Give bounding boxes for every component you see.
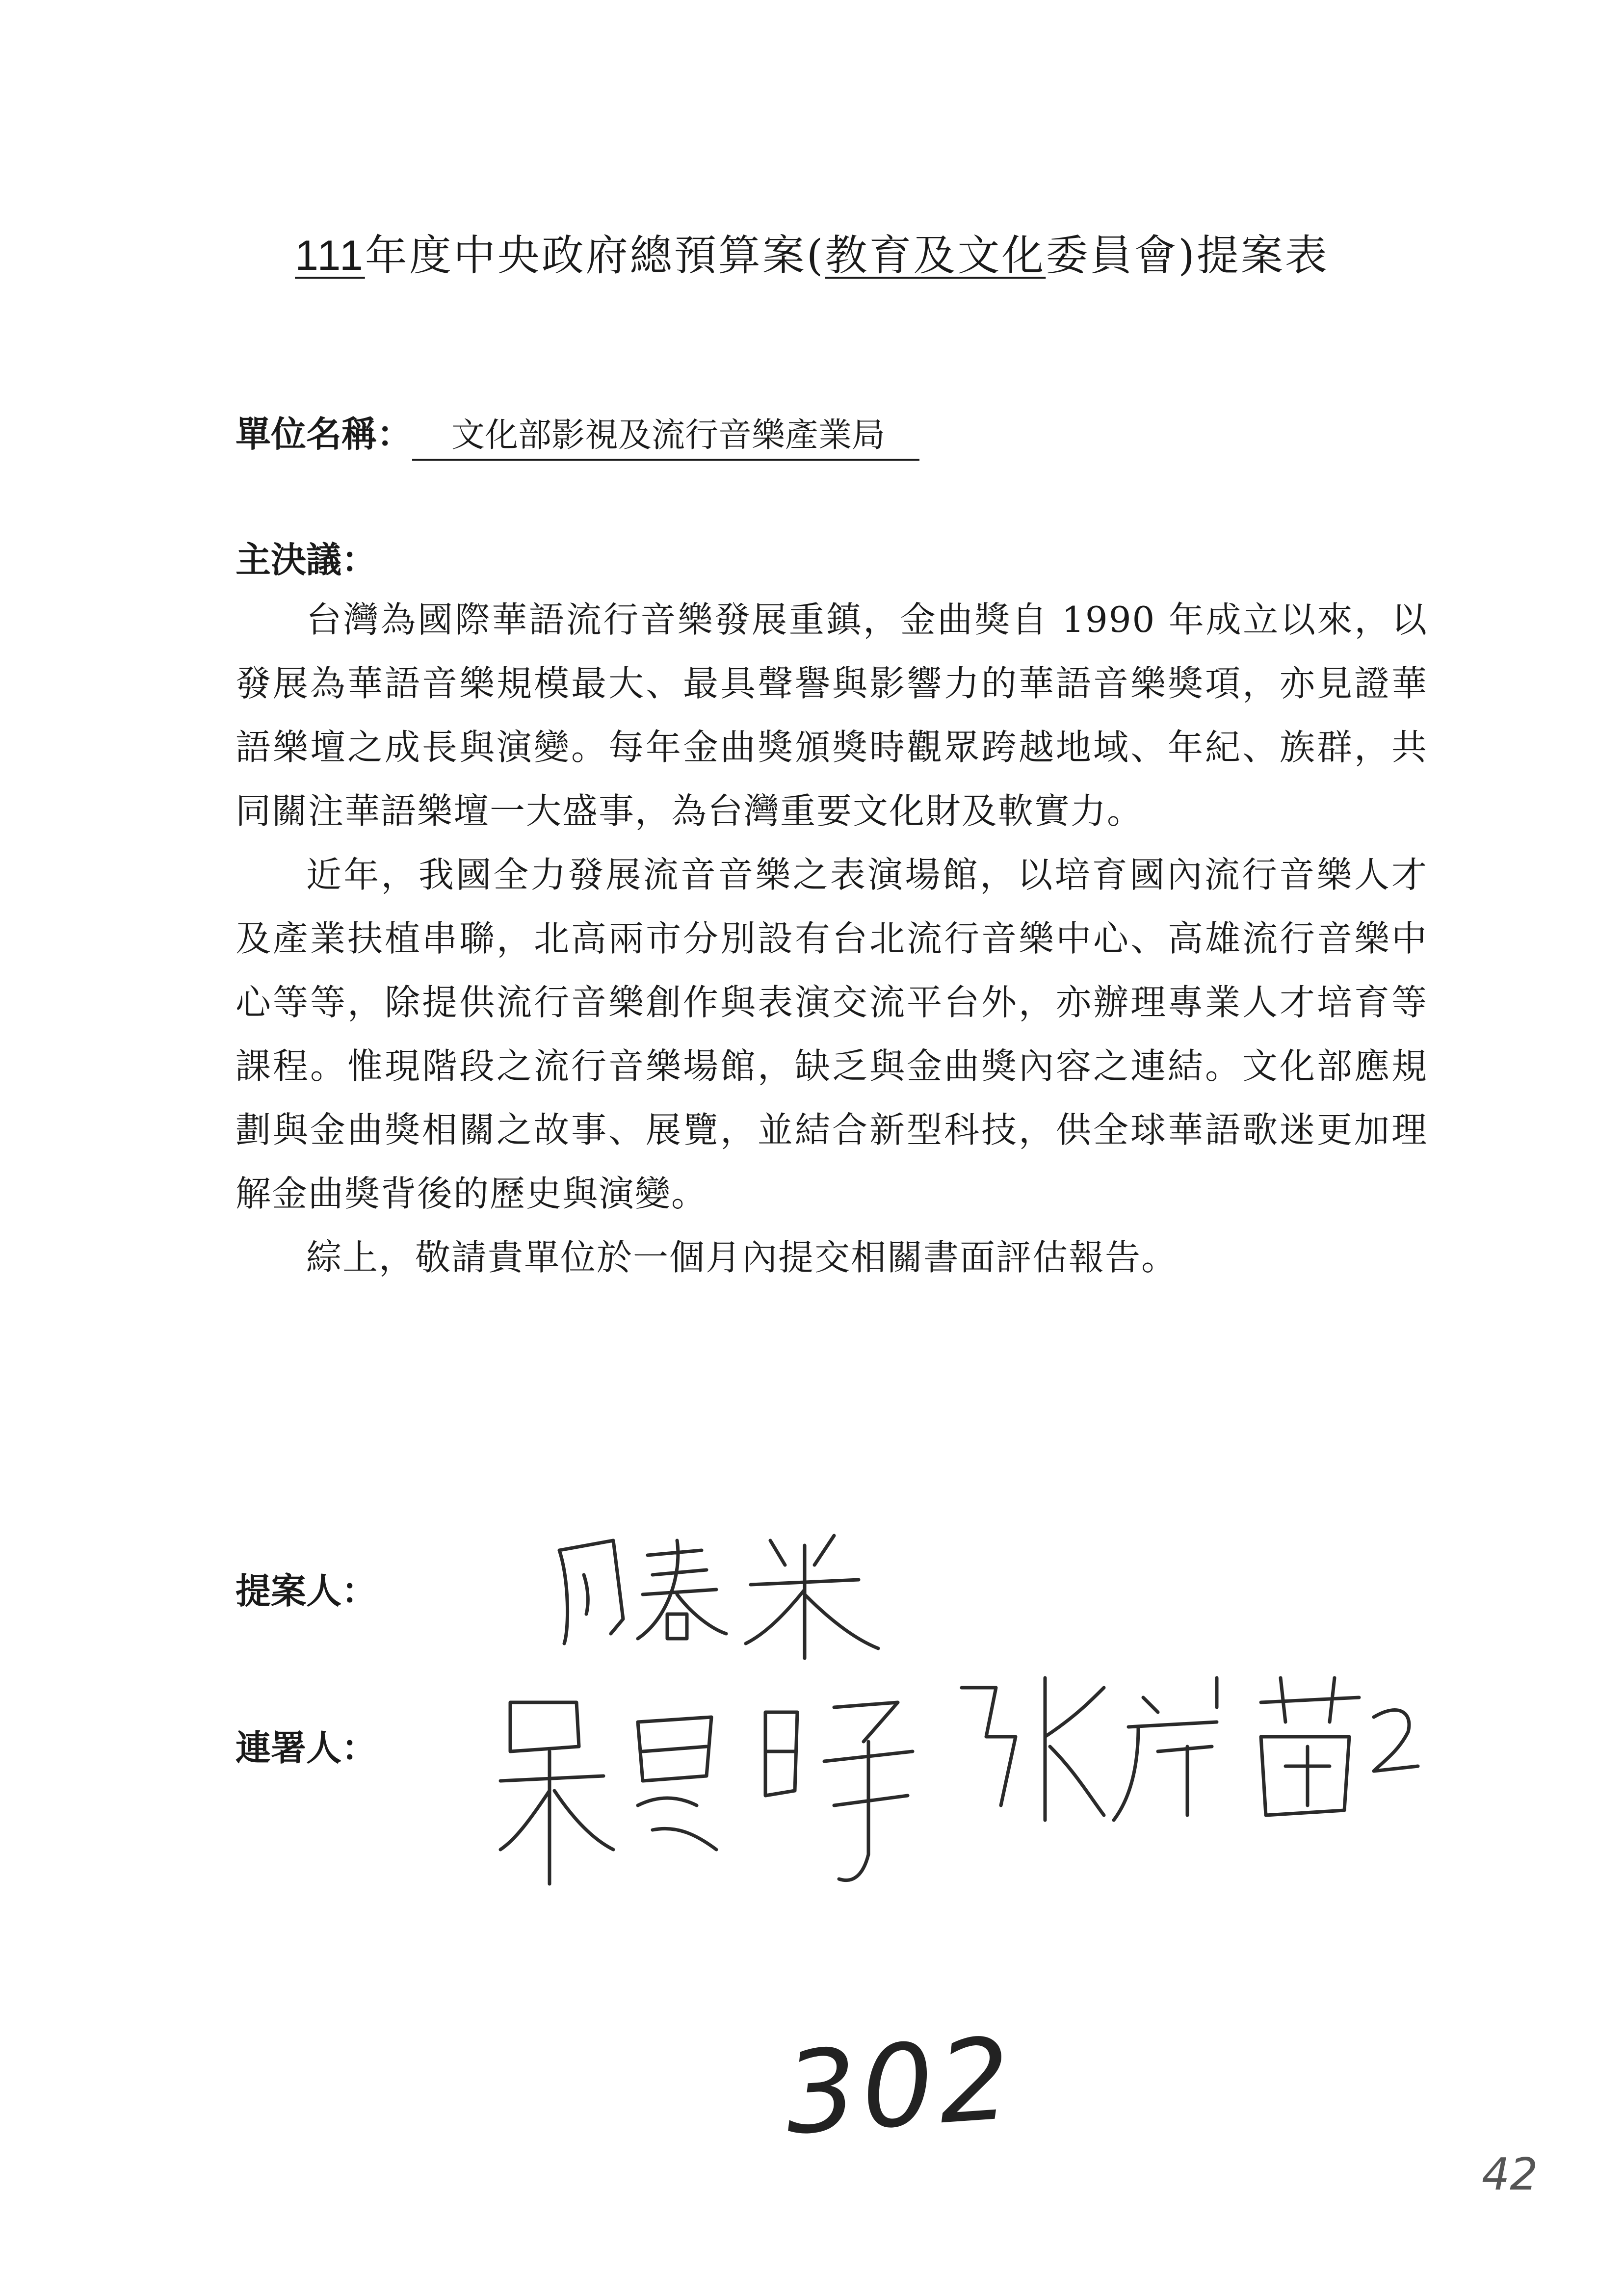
resolution-label: 主決議： xyxy=(236,539,377,580)
unit-row xyxy=(236,413,919,461)
page-number: 42 xyxy=(1482,2149,1538,2200)
proposer-signature xyxy=(540,1521,932,1668)
cosigner-label: 連署人： xyxy=(236,1727,377,1769)
resolution-paragraph: 綜上，敬請貴單位於一個月內提交相關書面評估報告。 xyxy=(306,1237,1178,1278)
cosigner-signature-1 xyxy=(491,1678,932,1894)
title-part2: 委員會)提案表 xyxy=(1046,231,1329,280)
resolution-paragraph: 近年，我國全力發展流音音樂之表演場館，以培育國內流行音樂人才及產業扶植串聯，北高兩市分別設有台北流行音樂中心、高雄流行音樂中心等等，除提供流行音樂創作與表演交流平台外，亦辦理專業人才培育等課程。惟現階段之流行音樂場館，缺乏與金曲獎內容之連結。文化部應規劃與金曲獎相關之故事、展覽，並結合新型科技，供全球華語歌迷更加理解金曲獎背後的歷史與演變。 xyxy=(236,854,1428,1214)
title-committee: 教育及文化 xyxy=(825,231,1046,280)
proposer-label: 提案人： xyxy=(236,1570,377,1612)
cosigner-signature-2 xyxy=(942,1658,1433,1835)
page-title xyxy=(0,231,1624,281)
title-year: 111 xyxy=(295,232,365,279)
handwritten-number: 302 xyxy=(781,2013,1020,2161)
unit-label: 單位名稱： xyxy=(236,413,413,455)
title-part1: 年度中央政府總預算案( xyxy=(365,231,825,280)
resolution-paragraph: 台灣為國際華語流行音樂發展重鎮，金曲獎自 1990 年成立以來，以發展為華語音樂規模最大、最具聲譽與影響力的華語音樂獎項，亦見證華語樂壇之成長與演變。每年金曲獎頒獎時觀眾跨越地域、年紀、族群，共同關注華語樂壇一大盛事，為台灣重要文化財及軟實力。 xyxy=(236,599,1428,832)
resolution-body xyxy=(236,588,1428,1289)
unit-value: 文化部影視及流行音樂產業局 xyxy=(412,416,919,461)
